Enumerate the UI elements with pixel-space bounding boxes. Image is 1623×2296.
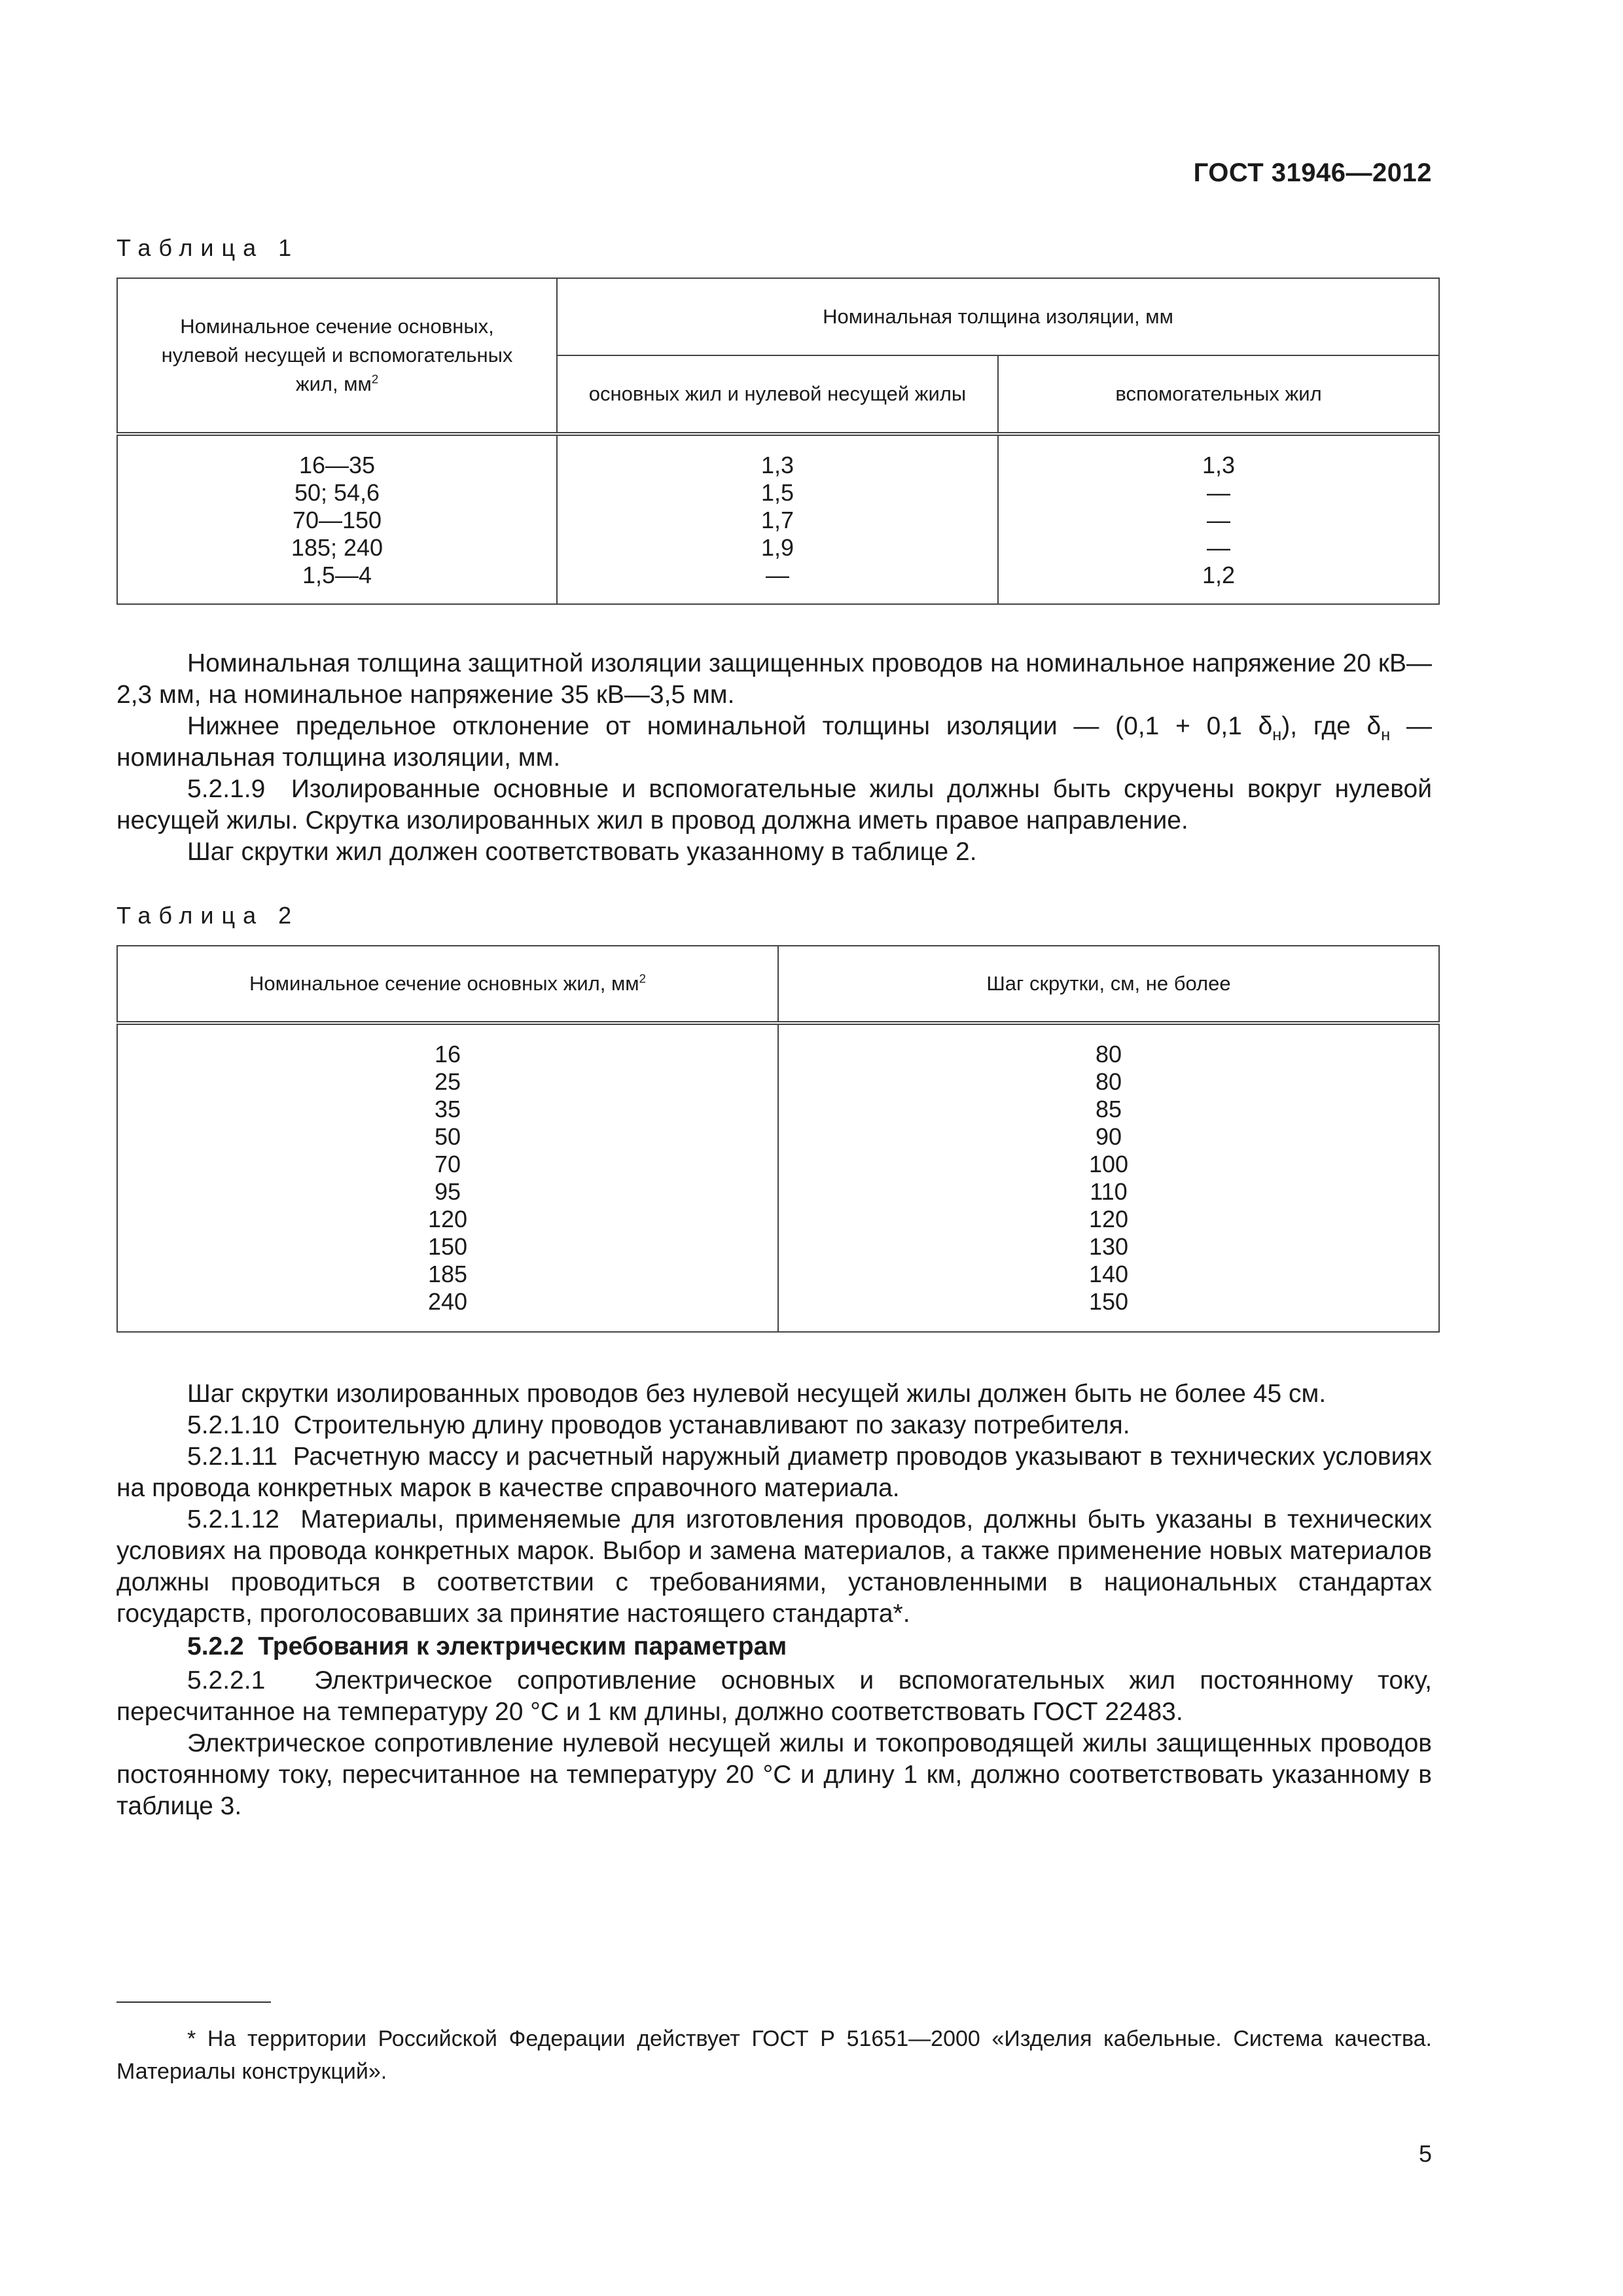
table-row: 140	[1088, 1261, 1129, 1287]
table-row: —	[1207, 479, 1230, 506]
table-row: 120	[1088, 1206, 1129, 1232]
table-row: 50	[434, 1123, 461, 1150]
table-row: 25	[434, 1068, 461, 1095]
clause-number: 5.2.1.10	[187, 1411, 279, 1439]
table-2-section-column	[117, 1023, 778, 1332]
paragraph-5-2-1-11: 5.2.1.11 Расчетную массу и расчетный наружный диаметр проводов указывают в технических условиях на провода конкретных марок в качестве справочного материала.	[116, 1443, 1433, 1502]
table-row: 110	[1090, 1178, 1128, 1205]
clause-number: 5.2.1.11	[187, 1443, 278, 1471]
table-row: 1,9	[760, 534, 794, 561]
table-row: 1,7	[760, 507, 794, 533]
paragraph-insulation-thickness: Номинальная толщина защитной изоляции защищенных проводов на номинальное напряжение 20 кВ—2,3 мм, на номинальное напряжение 35 кВ—3,5 мм.	[116, 649, 1432, 709]
table-row: 1,5	[760, 479, 794, 506]
table-row: 120	[427, 1206, 468, 1232]
footnote: * На территории Российской Федерации действует ГОСТ Р 51651—2000 «Изделия кабельные. Система качества. Материалы конструкций».	[116, 2026, 1432, 2084]
table-2-step-column	[778, 1023, 1439, 1332]
table-row: 70—150	[292, 507, 382, 533]
table-row: 185; 240	[291, 534, 383, 561]
table-1-group-header: Номинальная толщина изоляции, мм	[557, 278, 1439, 355]
paragraph-5-2-1-9: 5.2.1.9 Изолированные основные и вспомогательные жилы должны быть скручены вокруг нулевой несущей жилы. Скрутка изолированных жил в провод должна иметь правое направление.	[116, 775, 1432, 834]
paragraph-lower-deviation: Нижнее предельное отклонение от номинальной толщины изоляции — (0,1 + 0,1 $\delta_н$), где $\delta_н$ — номинальная толщина изоляции, мм.	[116, 712, 1432, 772]
table-row: 90	[1095, 1123, 1122, 1150]
table-row: 1,2	[1202, 562, 1236, 588]
table-1-main-column	[557, 434, 998, 604]
table-row: 130	[1088, 1233, 1129, 1260]
table-row: 185	[427, 1261, 468, 1287]
footnote-divider	[116, 2001, 271, 2003]
table-1	[116, 278, 1440, 605]
paragraph-twist-step-ref: Шаг скрутки жил должен соответствовать указанному в таблице 2.	[187, 838, 977, 866]
paragraph-5-2-1-10: 5.2.1.10 Строительную длину проводов устанавливают по заказу потребителя.	[187, 1411, 1130, 1439]
table-row: —	[1207, 507, 1230, 533]
table-1-col1-header: Номинальное сечение основных, нулевой несущей и вспомогательных жил, $мм^2$	[117, 278, 557, 434]
table-2-caption: Таблица 2	[116, 902, 300, 929]
clause-number: 5.2.2.1	[187, 1666, 266, 1695]
clause-number: 5.2.1.9	[187, 775, 266, 803]
table-row: 150	[1088, 1288, 1129, 1315]
table-row: 95	[434, 1178, 461, 1205]
table-row: 85	[1095, 1096, 1122, 1122]
table-row: 80	[1095, 1068, 1122, 1095]
table-2	[116, 945, 1440, 1333]
table-2-col1-header: Номинальное сечение основных жил, $мм^2$	[117, 946, 778, 1023]
paragraph-5-2-2-1: 5.2.2.1 Электрическое сопротивление основных и вспомогательных жил постоянному току, пересчитанное на температуру 20 °С и 1 км длины, должно соответствовать ГОСТ 22483.	[116, 1666, 1432, 1726]
table-row: —	[766, 562, 789, 588]
table-row: 16—35	[298, 452, 376, 478]
table-row: 35	[434, 1096, 461, 1122]
table-row: —	[1207, 534, 1230, 561]
table-1-aux-column	[998, 434, 1439, 604]
table-1-section-column	[117, 434, 557, 604]
table-row: 16	[434, 1041, 461, 1067]
document-code: ГОСТ 31946—2012	[1193, 158, 1432, 187]
table-row: 1,3	[1202, 452, 1236, 478]
table-2-col2-header: Шаг скрутки, см, не более	[778, 946, 1439, 1023]
table-row: 1,5—4	[302, 562, 372, 588]
table-row: 80	[1095, 1041, 1122, 1067]
paragraph-5-2-1-12: 5.2.1.12 Материалы, применяемые для изготовления проводов, должны быть указаны в технических условиях на провода конкретных марок. Выбор и замена материалов, а также применение новых материалов должны проводиться в соответствии с требованиями, установленными в национальных стандартах государств, проголосовавших за принятие настоящего стандарта*.	[116, 1505, 1432, 1628]
table-row: 70	[434, 1151, 461, 1177]
paragraph-twist-step-no-neutral: Шаг скрутки изолированных проводов без нулевой несущей жилы должен быть не более 45 см.	[187, 1380, 1327, 1408]
clause-number: 5.2.1.12	[187, 1505, 279, 1534]
section-heading-5-2-2: 5.2.2 Требования к электрическим параметрам	[187, 1632, 787, 1660]
table-row: 100	[1088, 1151, 1129, 1177]
table-1-caption: Таблица 1	[116, 234, 300, 261]
table-row: 50; 54,6	[294, 479, 380, 506]
table-1-col3-header: вспомогательных жил	[998, 355, 1439, 434]
table-row: 1,3	[760, 452, 794, 478]
table-1-col2-header: основных жил и нулевой несущей жилы	[557, 355, 998, 434]
paragraph-neutral-resistance: Электрическое сопротивление нулевой несущей жилы и токопроводящей жилы защищенных проводов постоянному току, пересчитанное на температуру 20 °С и длину 1 км, должно соответствовать указанному в таблице 3.	[116, 1729, 1432, 1820]
table-row: 150	[427, 1233, 468, 1260]
table-row: 240	[427, 1288, 468, 1315]
page-number: 5	[1418, 2140, 1432, 2167]
